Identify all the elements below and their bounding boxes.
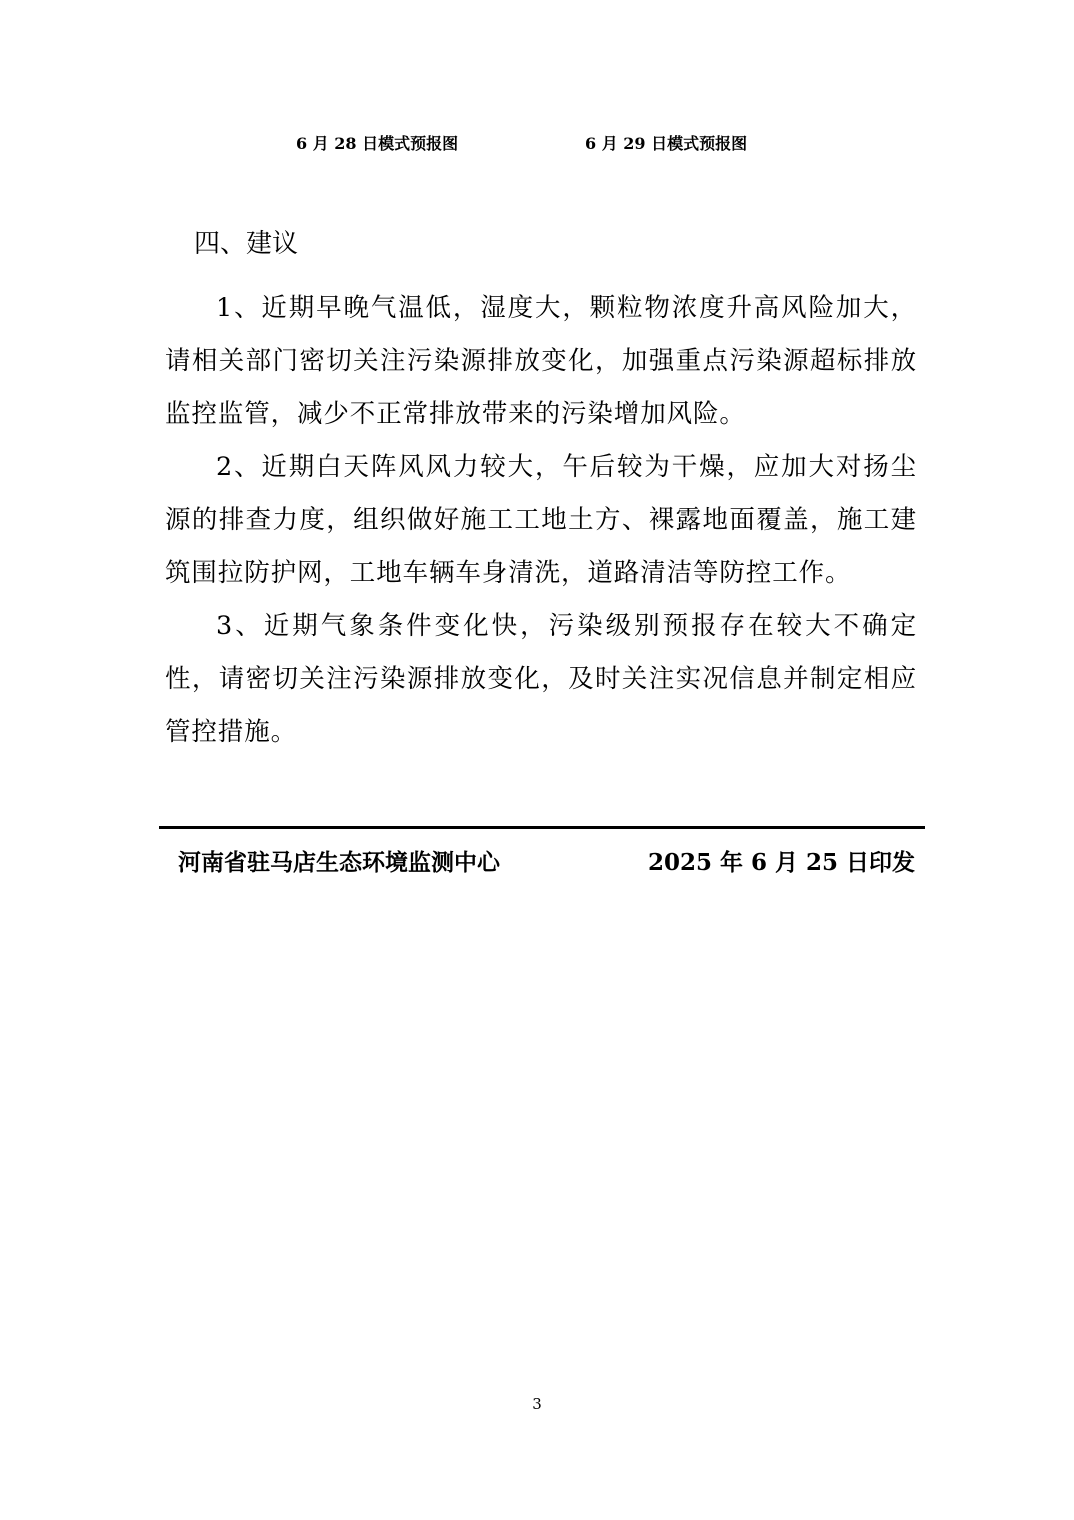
figure-caption-june-29: 6 月 29 日模式预报图 [585,134,748,153]
page-number: 3 [532,1395,542,1413]
suggestion-paragraph-2: 2、近期白天阵风风力较大，午后较为干燥，应加大对扬尘源的排查力度，组织做好施工工地土方、裸露地面覆盖，施工建筑围拉防护网，工地车辆车身清洗，道路清洁等防控工作。 [165,452,917,588]
issuer-name: 河南省驻马店生态环境监测中心 [178,849,500,876]
section-heading-suggestions: 四、建议 [194,229,299,259]
footer-divider [159,826,925,829]
suggestion-paragraph-3: 3、近期气象条件变化快，污染级别预报存在较大不确定性，请密切关注污染源排放变化，及时关注实况信息并制定相应管控措施。 [165,611,917,747]
issue-date: 2025 年 6 月 25 日印发 [648,849,916,876]
suggestions-body [165,282,917,759]
suggestion-paragraph-1: 1、近期早晚气温低，湿度大，颗粒物浓度升高风险加大，请相关部门密切关注污染源排放变化，加强重点污染源超标排放监控监管，减少不正常排放带来的污染增加风险。 [165,293,917,429]
figure-caption-june-28: 6 月 28 日模式预报图 [296,134,459,153]
